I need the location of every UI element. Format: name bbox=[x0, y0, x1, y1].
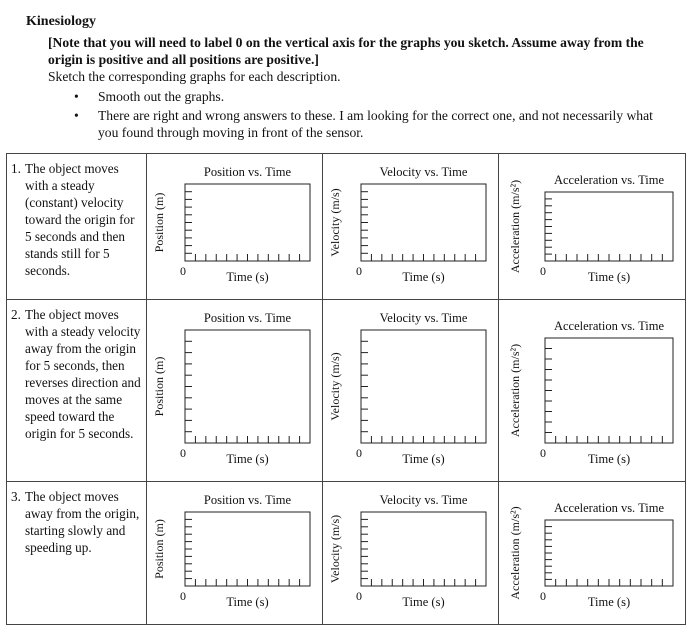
instruction-text: Sketch the corresponding graphs for each description. bbox=[48, 69, 341, 84]
origin-label: 0 bbox=[540, 589, 546, 603]
acceleration-graph[interactable] bbox=[499, 300, 685, 481]
plot-frame bbox=[545, 338, 673, 443]
velocity-graph[interactable] bbox=[323, 300, 498, 481]
plot-frame bbox=[545, 520, 673, 586]
axis-note: [Note that you will need to label 0 on the vertical axis for the graphs you sketch. Assume away from the origin is positive and all positions are positive.] bbox=[48, 35, 644, 67]
plot-frame bbox=[361, 184, 486, 261]
row-description: The object moves with a steady velocity away from the origin for 5 seconds, then reverses direction and moves at the same speed toward the origin for 5 seconds. bbox=[25, 307, 141, 441]
table-row bbox=[7, 482, 686, 625]
time-axis-label: Time (s) bbox=[402, 452, 445, 466]
velocity-axis-label: Velocity (m/s) bbox=[328, 188, 342, 257]
acceleration-graph-cell[interactable] bbox=[499, 300, 686, 482]
position-axis-label: Position (m) bbox=[152, 192, 166, 253]
velocity-graph-cell[interactable] bbox=[323, 300, 499, 482]
bullet-item bbox=[74, 107, 658, 141]
velocity-graph[interactable] bbox=[323, 482, 498, 624]
row-description: The object moves away from the origin, starting slowly and speeding up. bbox=[25, 489, 140, 555]
velocity-graph[interactable] bbox=[323, 154, 498, 299]
bullet-item bbox=[74, 88, 658, 105]
plot-frame bbox=[361, 330, 486, 443]
velocity-axis-label: Velocity (m/s) bbox=[328, 514, 342, 584]
worksheet-table bbox=[6, 153, 686, 625]
plot-frame bbox=[545, 192, 673, 261]
acceleration-axis-label: Acceleration (m/s²) bbox=[508, 506, 522, 600]
position-graph-cell[interactable] bbox=[147, 300, 323, 482]
velocity-graph-cell[interactable] bbox=[323, 154, 499, 300]
plot-frame bbox=[185, 330, 310, 443]
plot-frame bbox=[361, 512, 486, 586]
position-graph-cell[interactable] bbox=[147, 154, 323, 300]
description-cell bbox=[7, 482, 147, 625]
origin-label: 0 bbox=[180, 446, 186, 460]
velocity-graph-title: Velocity vs. Time bbox=[379, 493, 468, 507]
row-number: 3. bbox=[11, 489, 21, 504]
position-graph-title: Position vs. Time bbox=[203, 493, 292, 507]
worksheet-title: Kinesiology bbox=[26, 14, 97, 29]
time-axis-label: Time (s) bbox=[402, 270, 445, 284]
acceleration-graph-title: Acceleration vs. Time bbox=[553, 501, 665, 515]
row-number: 2. bbox=[11, 307, 21, 322]
position-graph[interactable] bbox=[147, 154, 322, 299]
plot-frame bbox=[185, 184, 310, 261]
position-graph[interactable] bbox=[147, 482, 322, 624]
velocity-graph-title: Velocity vs. Time bbox=[379, 311, 468, 325]
time-axis-label: Time (s) bbox=[587, 270, 631, 284]
time-axis-label: Time (s) bbox=[402, 595, 445, 609]
time-axis-label: Time (s) bbox=[587, 452, 631, 466]
position-graph-title: Position vs. Time bbox=[203, 311, 292, 325]
plot-frame bbox=[185, 512, 310, 586]
acceleration-graph-cell[interactable] bbox=[499, 154, 686, 300]
position-graph-cell[interactable] bbox=[147, 482, 323, 625]
time-axis-label: Time (s) bbox=[226, 270, 269, 284]
time-axis-label: Time (s) bbox=[226, 452, 269, 466]
origin-label: 0 bbox=[180, 589, 186, 603]
description-cell bbox=[7, 154, 147, 300]
table-row bbox=[7, 154, 686, 300]
origin-label: 0 bbox=[540, 264, 546, 278]
origin-label: 0 bbox=[356, 589, 362, 603]
bullet-text: Smooth out the graphs. bbox=[98, 89, 225, 104]
origin-label: 0 bbox=[356, 264, 362, 278]
acceleration-graph-cell[interactable] bbox=[499, 482, 686, 625]
time-axis-label: Time (s) bbox=[587, 595, 631, 609]
time-axis-label: Time (s) bbox=[226, 595, 269, 609]
acceleration-graph-title: Acceleration vs. Time bbox=[553, 173, 665, 187]
position-axis-label: Position (m) bbox=[152, 356, 166, 417]
origin-label: 0 bbox=[540, 446, 546, 460]
bullet-text: There are right and wrong answers to these. I am looking for the correct one, and not necessarily what you found through moving in front of the sensor. bbox=[98, 108, 653, 140]
row-number: 1. bbox=[11, 161, 21, 176]
acceleration-graph-title: Acceleration vs. Time bbox=[553, 319, 665, 333]
origin-label: 0 bbox=[356, 446, 362, 460]
position-graph[interactable] bbox=[147, 300, 322, 481]
table-row bbox=[7, 300, 686, 482]
origin-label: 0 bbox=[180, 264, 186, 278]
acceleration-axis-label: Acceleration (m/s²) bbox=[508, 179, 522, 274]
velocity-graph-cell[interactable] bbox=[323, 482, 499, 625]
position-axis-label: Position (m) bbox=[152, 519, 166, 579]
position-graph-title: Position vs. Time bbox=[203, 165, 292, 179]
bullet-icon: • bbox=[74, 89, 79, 104]
acceleration-graph[interactable] bbox=[499, 482, 685, 624]
velocity-graph-title: Velocity vs. Time bbox=[379, 165, 468, 179]
row-description: The object moves with a steady (constant) velocity toward the origin for 5 seconds and then stands still for 5 seconds. bbox=[25, 161, 135, 278]
acceleration-axis-label: Acceleration (m/s²) bbox=[508, 343, 522, 438]
velocity-axis-label: Velocity (m/s) bbox=[328, 352, 342, 421]
bullet-icon: • bbox=[74, 108, 79, 123]
description-cell bbox=[7, 300, 147, 482]
acceleration-graph[interactable] bbox=[499, 154, 685, 299]
